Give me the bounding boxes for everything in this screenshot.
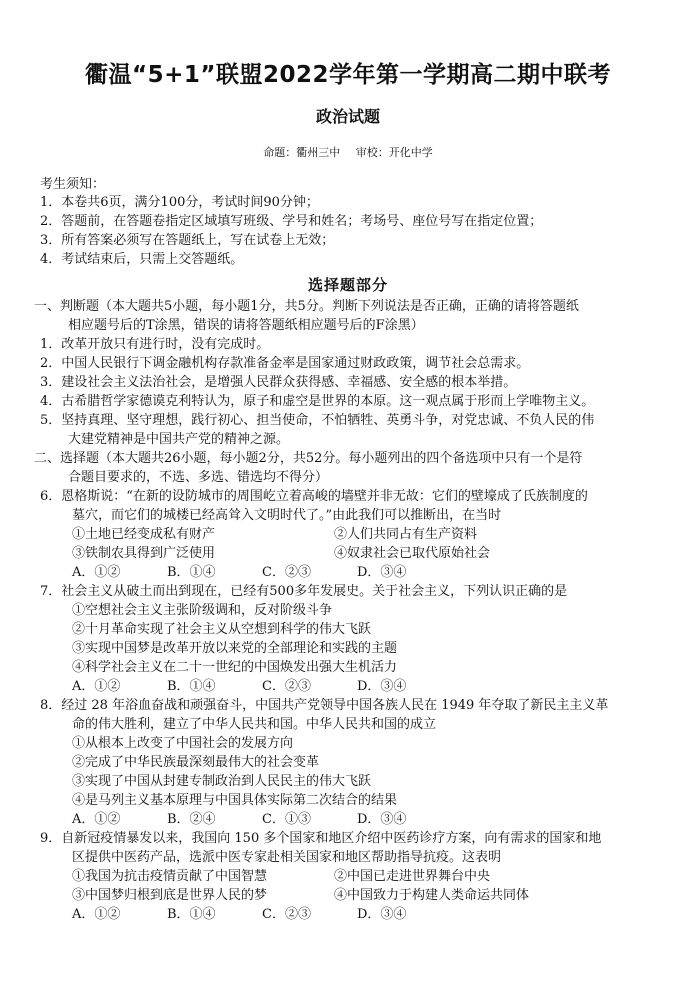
- question-6-choices: [72, 564, 452, 582]
- choice-b: B．②④: [167, 812, 216, 827]
- choice-b: B．①④: [167, 679, 216, 694]
- notice-heading: 考生须知：: [40, 177, 106, 192]
- statement-option: ①我国为抗击疫情贡献了中国智慧: [72, 869, 268, 884]
- statement-option: ②人们共同占有生产资料: [334, 527, 478, 542]
- notice-item: 3．所有答案必须写在答题纸上，写在试卷上无效；: [40, 233, 335, 248]
- statement-option: ②十月革命实现了社会主义从空想到科学的伟大飞跃: [72, 622, 372, 637]
- question-9-choices: [72, 906, 452, 924]
- question-7-choices: [72, 678, 452, 696]
- statement-option: ④是马列主义基本原理与中国具体实际第二次结合的结果: [72, 793, 398, 808]
- statement-option: ③实现中国梦是改革开放以来党的全部理论和实践的主题: [72, 641, 398, 656]
- question-4: 4．古希腊哲学家德谟克利特认为，原子和虚空是世界的本原。这一观点属于形而上学唯物主义。: [40, 394, 595, 409]
- choice-b: B．①④: [167, 907, 216, 922]
- choice-d: D．③④: [357, 565, 407, 580]
- statement-option: ②完成了中华民族最深刻最伟大的社会变革: [72, 755, 320, 770]
- choice-c: C．②③: [262, 907, 311, 922]
- part1-heading: 一、判断题（本大题共5小题，每小题1分，共5分。判断下列说法是否正确，正确的请将答题纸: [34, 299, 579, 314]
- question-2: 2．中国人民银行下调金融机构存款准备金率是国家通过财政政策，调节社会总需求。: [40, 356, 530, 371]
- choice-c: C．②③: [262, 679, 311, 694]
- question-6-statements-row1: [72, 526, 596, 544]
- exam-meta: [0, 144, 696, 160]
- question-9-statements-row1: [72, 868, 596, 886]
- question-1: 1．改革开放只有进行时，没有完成时。: [40, 337, 270, 352]
- question-5-cont: 大建党精神是中国共产党的精神之源。: [68, 432, 290, 447]
- statement-option: ③中国梦归根到底是世界人民的梦: [72, 888, 268, 903]
- question-6-stem-cont: 墓穴，而它们的城楼已经高耸入文明时代了。”由此我们可以推断出，在当时: [72, 508, 502, 523]
- notice-item: 1．本卷共6页，满分100分，考试时间90分钟；: [40, 195, 319, 210]
- statement-option: ①空想社会主义主张阶级调和，反对阶级斗争: [72, 603, 333, 618]
- notice-item: 2．答题前，在答题卷指定区域填写班级、学号和姓名；考场号、座位号写在指定位置；: [40, 214, 543, 229]
- choice-d: D．③④: [357, 907, 407, 922]
- statement-option: ③实现了中国从封建专制政治到人民民主的伟大飞跃: [72, 774, 372, 789]
- section-title: 选择题部分: [307, 276, 388, 294]
- part2-heading: 二、选择题（本大题共26小题，每小题2分，共52分。每小题列出的四个备选项中只有一个是符: [34, 451, 583, 466]
- part1-heading-cont: 相应题号后的T涂黑，错误的请将答题纸相应题号后的F涂黑）: [68, 318, 424, 333]
- question-8-stem: 8．经过 28 年浴血奋战和顽强奋斗，中国共产党领导中国各族人民在 1949 年夺取了新民主主义革: [40, 698, 609, 713]
- choice-d: D．③④: [357, 812, 407, 827]
- statement-option: ①土地已经变成私有财产: [72, 527, 216, 542]
- statement-option: ④中国致力于构建人类命运共同体: [334, 888, 530, 903]
- statement-option: ①从根本上改变了中国社会的发展方向: [72, 736, 294, 751]
- question-7-stem: 7．社会主义从破土而出到现在，已经有500多年发展史。关于社会主义，下列认识正确的是: [40, 584, 568, 599]
- question-6-statements-row2: [72, 545, 596, 563]
- choice-c: C．①③: [262, 812, 311, 827]
- part2-heading-cont: 合题目要求的，不选、多选、错选均不得分）: [68, 470, 329, 485]
- question-3: 3．建设社会主义法治社会，是增强人民群众获得感、幸福感、安全感的根本举措。: [40, 375, 517, 390]
- question-9-statements-row2: [72, 887, 596, 905]
- question-8-choices: [72, 811, 452, 829]
- statement-option: ③铁制农具得到广泛使用: [72, 546, 216, 561]
- question-8-stem-cont: 命的伟大胜利，建立了中华人民共和国。中华人民共和国的成立: [72, 717, 437, 732]
- choice-b: B．①④: [167, 565, 216, 580]
- choice-a: A．①②: [72, 907, 121, 922]
- proposer-label: 命题：衢州三中: [263, 146, 341, 159]
- reviewer-label: 审校：开化中学: [355, 146, 433, 159]
- choice-c: C．②③: [262, 565, 311, 580]
- exam-subtitle: 政治试题: [315, 107, 380, 126]
- choice-a: A．①②: [72, 812, 121, 827]
- notice-item: 4．考试结束后，只需上交答题纸。: [40, 252, 244, 267]
- statement-option: ④奴隶社会已取代原始社会: [334, 546, 491, 561]
- choice-d: D．③④: [357, 679, 407, 694]
- statement-option: ②中国已走进世界舞台中央: [334, 869, 491, 884]
- question-9-stem: 9．自新冠疫情暴发以来，我国向 150 多个国家和地区介绍中医药诊疗方案，向有需求的国家和地: [40, 831, 602, 846]
- question-9-stem-cont: 区提供中医药产品，选派中医专家赴相关国家和地区帮助指导抗疫。这表明: [72, 850, 502, 865]
- question-6-stem: 6．恩格斯说：“在新的设防城市的周围屹立着高峻的墙壁并非无故：它们的壁壕成了氏族制度的: [40, 489, 588, 504]
- statement-option: ④科学社会主义在二十一世纪的中国焕发出强大生机活力: [72, 660, 398, 675]
- choice-a: A．①②: [72, 565, 121, 580]
- choice-a: A．①②: [72, 679, 121, 694]
- question-5: 5．坚持真理、坚守理想，践行初心、担当使命，不怕牺牲、英勇斗争，对党忠诚、不负人民的伟: [40, 413, 595, 428]
- exam-title: 衢温“5+1”联盟2022学年第一学期高二期中联考: [84, 62, 612, 88]
